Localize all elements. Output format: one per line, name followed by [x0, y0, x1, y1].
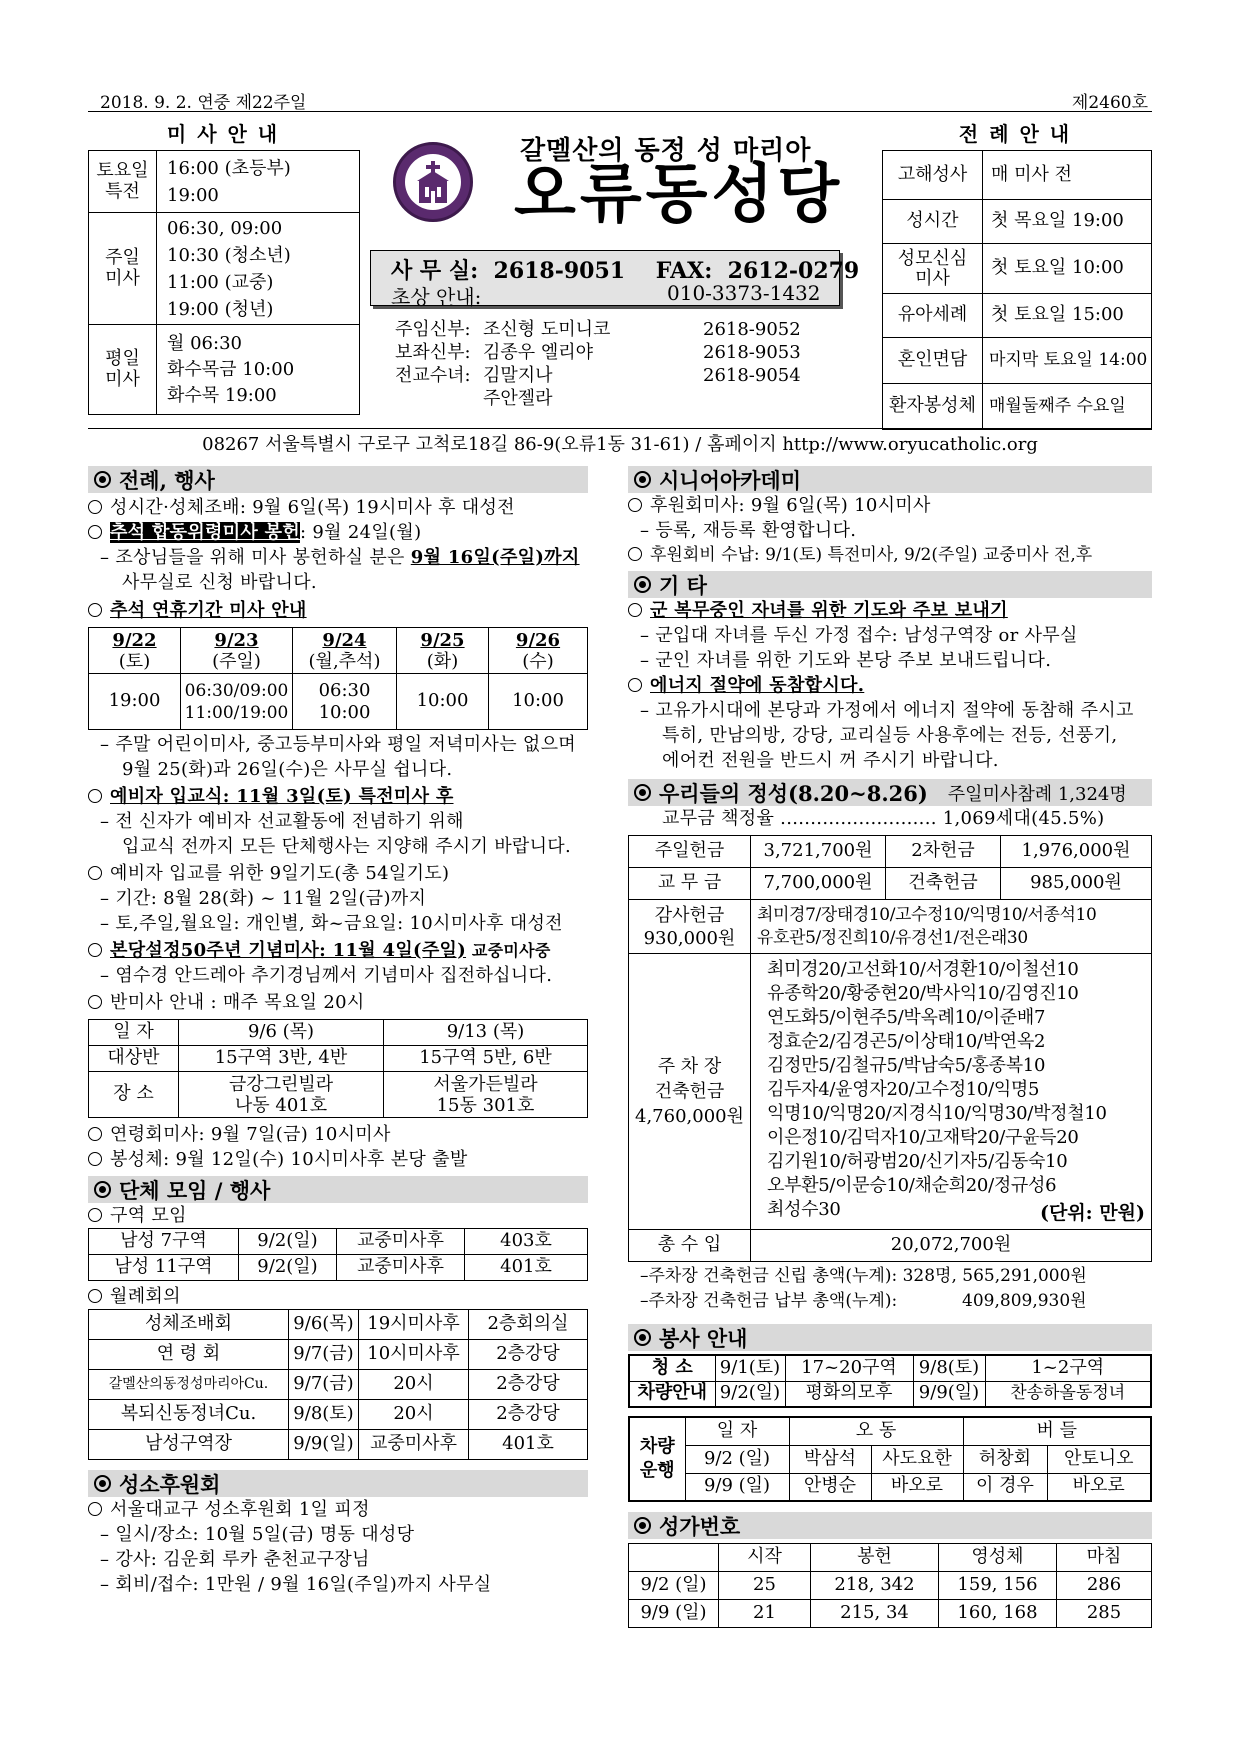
- monthly-cell: 10시미사후: [359, 1340, 469, 1370]
- mass-time: 10:30 (청소년): [167, 244, 291, 266]
- vocation-line: 서울대교구 성소후원회 1일 피정: [110, 1499, 370, 1520]
- parking-fund-label: 주 차 장 건축헌금 4,760,000원: [629, 954, 751, 1230]
- mass-info-table: [88, 150, 360, 415]
- mass-time: 월 06:30: [167, 332, 242, 354]
- section-etc: [628, 571, 1152, 598]
- parish-subtitle: 갈멜산의 동정 성 마리아: [520, 136, 812, 166]
- chuseok-time: 06:30 10:00: [293, 674, 397, 730]
- thanks-offering-label: 감사헌금 930,000원: [629, 900, 751, 954]
- mass-time: 19:00: [167, 184, 219, 206]
- hymn-cell: 285: [1057, 1600, 1152, 1628]
- service-cell: 9/2(일): [715, 1381, 785, 1407]
- event-line: 봉성체: 9월 12일(수) 10시미사후 본당 출발: [110, 1149, 468, 1170]
- vehicle-cell: 버 들: [963, 1417, 1151, 1445]
- chuseok-day: (토): [118, 650, 151, 672]
- offering-cell: 1,976,000원: [1001, 836, 1152, 868]
- event-line: – 주말 어린이미사, 중고등부미사와 평일 저녁미사는 없으며: [100, 734, 576, 755]
- service-cell: 9/9(일): [913, 1381, 985, 1407]
- senior-line: 후원회미사: 9월 6일(목) 10시미사: [650, 495, 931, 516]
- service-table: [628, 1354, 1152, 1408]
- staff-phone: 2618-9052: [703, 319, 801, 340]
- vocation-line: – 일시/장소: 10월 5일(금) 명동 대성당: [100, 1524, 415, 1545]
- vocation-line: – 강사: 김운회 루카 춘천교구장님: [100, 1549, 370, 1570]
- office-contact-box: [370, 250, 860, 309]
- event-line: 성시간·성체조배: 9월 6일(목) 19시미사 후 대성전: [110, 497, 515, 518]
- section-liturgy-events: [88, 466, 588, 493]
- mass-time: 06:30, 09:00: [167, 217, 283, 239]
- hymn-cell: 9/2 (일): [629, 1572, 719, 1600]
- mass-time: 화수목 19:00: [167, 384, 277, 406]
- service-cell: 찬송하올동정녀: [985, 1381, 1151, 1407]
- service-cell: 1~2구역: [985, 1355, 1151, 1381]
- issue-number: 제2460호: [1071, 93, 1148, 113]
- district-cell: 9/2(일): [239, 1229, 337, 1255]
- vehicle-cell: 9/9 (일): [685, 1473, 789, 1501]
- hymn-cell: 218, 342: [811, 1572, 939, 1600]
- section-vocation: [88, 1470, 588, 1497]
- chuseok-date: 9/23: [214, 629, 259, 651]
- vehicle-cell: 사도요한: [871, 1445, 963, 1473]
- vehicle-cell: 일 자: [685, 1417, 789, 1445]
- service-cell: 차량안내: [629, 1381, 715, 1407]
- vehicle-cell: 박삼석: [789, 1445, 871, 1473]
- section-groups: [88, 1176, 588, 1203]
- event-line: – 염수경 안드레아 추기경님께서 기념미사 집전하십니다.: [100, 965, 553, 986]
- district-cell: 9/2(일): [239, 1255, 337, 1281]
- event-line: 사무실로 신청 바랍니다.: [122, 572, 317, 593]
- ban-mass-cell: 9/13 (목): [384, 1020, 588, 1046]
- chuseok-date: 9/26: [515, 629, 561, 651]
- mass-time: 11:00 (교중): [167, 271, 274, 293]
- etc-line: – 고유가시대에 본당과 가정에서 에너지 절약에 동참해 주시고: [640, 700, 1134, 721]
- vehicle-cell: 허창회: [963, 1445, 1047, 1473]
- senior-line: 후원회비 수납: 9/1(토) 특전미사, 9/2(주일) 교중미사 전,후: [650, 545, 1093, 565]
- offering-cell: 7,700,000원: [751, 868, 886, 900]
- monthly-cell: 성체조배회: [89, 1310, 289, 1340]
- monthly-cell: 교중미사후: [359, 1430, 469, 1460]
- mass-time: 19:00 (청년): [167, 298, 274, 320]
- liturgy-info-table: [882, 150, 1152, 430]
- event-highlight: 추석 합동위령미사 봉헌: [110, 522, 301, 543]
- monthly-cell: 19시미사후: [359, 1310, 469, 1340]
- event-line: – 기간: 8월 28(화) ~ 11월 2일(금)까지: [100, 888, 427, 909]
- hymn-cell: 159, 156: [939, 1572, 1057, 1600]
- liturgy-label: 고해성사: [883, 151, 983, 200]
- condolence-label: 초상 안내:: [391, 285, 482, 309]
- vehicle-table: [628, 1416, 1152, 1502]
- monthly-cell: 9/6(목): [289, 1310, 359, 1340]
- ban-mass-cell: 서울가든빌라 15동 301호: [384, 1072, 588, 1118]
- staff-phone: 2618-9053: [703, 342, 801, 363]
- mass-label: 토요일 특전: [89, 151, 157, 213]
- event-line: 반미사 안내 : 매주 목요일 20시: [110, 992, 365, 1013]
- district-cell: 403호: [465, 1229, 588, 1255]
- section-title: 기 타: [659, 572, 707, 598]
- service-cell: 9/1(토): [715, 1355, 785, 1381]
- monthly-cell: 복되신동정녀Cu.: [89, 1400, 289, 1430]
- staff-name: 김말지나: [483, 365, 553, 386]
- parking-fund-names: 최미경20/고선화10/서경환10/이철선10 유종학20/황중현20/박사익10/김영진10 연도화5/이현주5/박옥례10/이준배7 정효순2/김경곤5/이상태10/박연옥2 김정만5/김철규5/박남숙5/홍종복10 김두자4/윤영자20/고수정10/익명5 익명10/익명20/지경식10/익명30/박정철10 이은정10/김덕자10/고재탁20/구윤득20 김기원10/허광범20/신기자5/김동숙10 오부환5/이문승10/채순희20/정규성6 최성수30: [767, 959, 1107, 1220]
- service-cell: 청 소: [629, 1355, 715, 1381]
- monthly-cell: 2층강당: [469, 1340, 588, 1370]
- liturgy-value: 매월둘째주 수요일: [983, 384, 1152, 430]
- event-line: 본당설정50주년 기념미사: 11월 4일(주일): [110, 940, 467, 961]
- event-line: 연령회미사: 9월 7일(금) 10시미사: [110, 1124, 391, 1145]
- section-service: [628, 1324, 1152, 1351]
- offering-cell: 교 무 금: [629, 868, 751, 900]
- staff-name: 주안젤라: [483, 388, 553, 409]
- section-title: 시니어아카데미: [659, 467, 802, 493]
- district-cell: 교중미사후: [337, 1255, 465, 1281]
- monthly-cell: 9/9(일): [289, 1430, 359, 1460]
- chuseok-time: 10:00: [397, 674, 489, 730]
- hymn-table: [628, 1543, 1152, 1628]
- staff-role: 전교수녀:: [395, 365, 471, 386]
- monthly-cell: 20시: [359, 1400, 469, 1430]
- vehicle-cell: 이 경우: [963, 1473, 1047, 1501]
- liturgy-label: 유아세례: [883, 294, 983, 338]
- monthly-cell: 2층강당: [469, 1370, 588, 1400]
- unit-label: (단위: 만원): [1039, 1202, 1145, 1225]
- etc-line: 특히, 만남의방, 강당, 교리실등 사용후에는 전등, 선풍기,: [662, 725, 1118, 746]
- liturgy-label: 성시간: [883, 200, 983, 244]
- chuseok-date: 9/24: [322, 629, 367, 651]
- section-title: 성가번호: [659, 1513, 741, 1539]
- ban-mass-cell: 15구역 5반, 6반: [384, 1046, 588, 1072]
- hymn-cell: 시작: [719, 1544, 811, 1572]
- chuseok-date: 9/25: [420, 629, 465, 651]
- tithe-rate: 교무금 책정율 .......................... 1,069세대(45.5%): [662, 808, 1105, 829]
- hymn-cell: 25: [719, 1572, 811, 1600]
- thanks-offering-names: 최미경7/장태경10/고수정10/익명10/서종석10 유호관5/정진희10/유경선1/전은래30: [751, 900, 1152, 954]
- etc-line: 에어컨 전원을 반드시 꺼 주시기 바랍니다.: [662, 750, 999, 771]
- district-cell: 남성 11구역: [89, 1255, 239, 1281]
- liturgy-label: 환자봉성체: [883, 384, 983, 430]
- vehicle-cell: 9/2 (일): [685, 1445, 789, 1473]
- monthly-cell: 401호: [469, 1430, 588, 1460]
- mass-time: 화수목금 10:00: [167, 358, 295, 380]
- service-cell: 9/8(토): [913, 1355, 985, 1381]
- group-line: 구역 모임: [110, 1205, 187, 1226]
- condolence-phone: 010-3373-1432: [667, 281, 821, 305]
- chuseok-time: 19:00: [89, 674, 181, 730]
- event-line: : 9월 24일(월): [300, 522, 422, 543]
- vehicle-cell: 안토니오: [1047, 1445, 1151, 1473]
- district-cell: 남성 7구역: [89, 1229, 239, 1255]
- monthly-cell: 남성구역장: [89, 1430, 289, 1460]
- section-senior-academy: [628, 466, 1152, 493]
- staff-name: 조신형 도미니코: [483, 319, 611, 340]
- vehicle-label: 차량 운행: [629, 1417, 685, 1501]
- chuseok-time: 06:30/09:00 11:00/19:00: [181, 674, 293, 730]
- event-deadline: 9월 16일(주일)까지: [410, 547, 580, 568]
- ban-mass-cell: 15구역 3반, 4반: [179, 1046, 384, 1072]
- section-title: 봉사 안내: [659, 1325, 748, 1351]
- senior-line: – 등록, 재등록 환영합니다.: [640, 520, 857, 541]
- section-title: 우리들의 정성(8.20~8.26): [659, 780, 928, 806]
- hymn-cell: [629, 1544, 719, 1572]
- offering-table: [628, 835, 1152, 1262]
- vehicle-cell: 바오로: [871, 1473, 963, 1501]
- ban-mass-cell: 일 자: [89, 1020, 179, 1046]
- ban-mass-cell: 금강그린빌라 나동 401호: [179, 1072, 384, 1118]
- section-title: 전례, 행사: [119, 467, 215, 493]
- group-line: 월례회의: [110, 1286, 181, 1307]
- etc-line: – 군인 자녀를 위한 기도와 본당 주보 보내드립니다.: [640, 650, 1052, 671]
- district-meeting-table: [88, 1228, 588, 1281]
- event-line: – 조상님들을 위해 미사 봉헌하실 분은: [100, 547, 411, 568]
- top-bar: [88, 88, 1152, 112]
- total-income-value: 20,072,700원: [751, 1230, 1152, 1262]
- event-line: 예비자 입교식: 11월 3일(토) 특전미사 후: [110, 786, 454, 807]
- monthly-cell: 연 령 회: [89, 1340, 289, 1370]
- hymn-cell: 마침: [1057, 1544, 1152, 1572]
- etc-line: 에너지 절약에 동참합시다.: [650, 675, 865, 696]
- monthly-cell: 20시: [359, 1370, 469, 1400]
- mass-time: 16:00 (초등부): [167, 157, 291, 179]
- event-line: 교중미사중: [466, 941, 551, 960]
- offering-cell: 3,721,700원: [751, 836, 886, 868]
- service-cell: 17~20구역: [785, 1355, 913, 1381]
- vocation-line: – 회비/접수: 1만원 / 9월 16일(주일)까지 사무실: [100, 1574, 492, 1595]
- staff-role: 주임신부:: [395, 319, 471, 340]
- hymn-cell: 9/9 (일): [629, 1600, 719, 1628]
- mass-info-title: 미 사 안 내: [166, 122, 280, 146]
- staff-phone: 2618-9054: [703, 365, 801, 386]
- ban-mass-cell: 장 소: [89, 1072, 179, 1118]
- chuseok-day: (주일): [212, 650, 261, 672]
- etc-line: – 군입대 자녀를 두신 가정 접수: 남성구역장 or 사무실: [640, 625, 1078, 646]
- liturgy-label: 성모신심 미사: [883, 244, 983, 294]
- vehicle-cell: 바오로: [1047, 1473, 1151, 1501]
- service-cell: 평화의모후: [785, 1381, 913, 1407]
- ban-mass-cell: 9/6 (목): [179, 1020, 384, 1046]
- chuseok-day: (월,추석): [308, 650, 381, 672]
- district-cell: 401호: [465, 1255, 588, 1281]
- staff-role: 보좌신부:: [395, 342, 471, 363]
- monthly-cell: 9/7(금): [289, 1340, 359, 1370]
- chuseok-day: (화): [426, 650, 459, 672]
- monthly-cell: 2층회의실: [469, 1310, 588, 1340]
- mass-attendance: 주일미사참례 1,324명: [947, 783, 1127, 805]
- offering-cell: 건축헌금: [886, 868, 1001, 900]
- mass-label: 주일 미사: [89, 213, 157, 325]
- liturgy-info-title: 전 례 안 내: [958, 122, 1072, 146]
- hymn-cell: 215, 34: [811, 1600, 939, 1628]
- district-cell: 교중미사후: [337, 1229, 465, 1255]
- section-title: 성소후원회: [119, 1471, 221, 1497]
- parish-emblem-icon: [393, 142, 473, 222]
- total-income-label: 총 수 입: [629, 1230, 751, 1262]
- monthly-cell: 9/7(금): [289, 1370, 359, 1400]
- hymn-cell: 영성체: [939, 1544, 1057, 1572]
- mass-label: 평일 미사: [89, 325, 157, 415]
- monthly-meeting-table: [88, 1309, 588, 1460]
- chuseok-time: 10:00: [489, 674, 588, 730]
- vehicle-cell: 안병순: [789, 1473, 871, 1501]
- hymn-cell: 286: [1057, 1572, 1152, 1600]
- chuseok-date: 9/22: [112, 629, 157, 651]
- liturgy-value: 첫 토요일 15:00: [983, 294, 1152, 338]
- chuseok-title: 추석 연휴기간 미사 안내: [110, 600, 307, 621]
- parking-pledge-total: –주차장 건축헌금 신립 총액(누계): 328명, 565,291,000원: [640, 1266, 1087, 1286]
- hymn-cell: 봉헌: [811, 1544, 939, 1572]
- monthly-cell: 2층강당: [469, 1400, 588, 1430]
- ban-mass-cell: 대상반: [89, 1046, 179, 1072]
- address-line: 08267 서울특별시 구로구 고척로18길 86-9(오류1동 31-61) / 홈페이지 http://www.oryucatholic.org: [202, 434, 1038, 455]
- hymn-cell: 160, 168: [939, 1600, 1057, 1628]
- section-hymns: [628, 1512, 1152, 1539]
- monthly-cell: 9/8(토): [289, 1400, 359, 1430]
- parish-title: 오류동성당: [514, 158, 844, 232]
- vehicle-cell: 오 동: [789, 1417, 963, 1445]
- hymn-cell: 21: [719, 1600, 811, 1628]
- liturgy-value: 매 미사 전: [983, 151, 1152, 200]
- parking-paid-total: –주차장 건축헌금 납부 총액(누계): 409,809,930원: [640, 1291, 1087, 1311]
- event-line: 입교식 전까지 모든 단체행사는 지양해 주시기 바랍니다.: [122, 836, 571, 857]
- chuseok-mass-table: [88, 627, 588, 730]
- staff-role: [395, 387, 483, 410]
- offering-cell: 985,000원: [1001, 868, 1152, 900]
- section-offerings: [628, 779, 1152, 806]
- section-title: 단체 모임 / 행사: [119, 1177, 271, 1203]
- staff-list: [395, 318, 815, 410]
- liturgy-value: 첫 목요일 19:00: [983, 200, 1152, 244]
- staff-name: 김종우 엘리야: [483, 342, 594, 363]
- ban-mass-table: [88, 1019, 588, 1118]
- monthly-cell: 갈멜산의동정성마리아Cu.: [89, 1370, 289, 1400]
- event-line: – 전 신자가 예비자 선교활동에 전념하기 위해: [100, 811, 464, 832]
- bulletin-date: 2018. 9. 2. 연중 제22주일: [100, 93, 307, 113]
- event-line: – 토,주일,월요일: 개인별, 화~금요일: 10시미사후 대성전: [100, 913, 563, 934]
- event-line: 예비자 입교를 위한 9일기도(총 54일기도): [110, 863, 450, 884]
- event-line: 9월 25(화)과 26일(수)은 사무실 쉽니다.: [122, 759, 453, 780]
- liturgy-value: 마지막 토요일 14:00: [983, 338, 1152, 384]
- office-phone: 사 무 실: 2618-9051 FAX: 2612-0279: [391, 258, 860, 284]
- liturgy-value: 첫 토요일 10:00: [983, 244, 1152, 294]
- liturgy-label: 혼인면담: [883, 338, 983, 384]
- offering-cell: 2차헌금: [886, 836, 1001, 868]
- etc-line: 군 복무중인 자녀를 위한 기도와 주보 보내기: [650, 600, 1008, 621]
- offering-cell: 주일헌금: [629, 836, 751, 868]
- chuseok-day: (수): [522, 650, 554, 672]
